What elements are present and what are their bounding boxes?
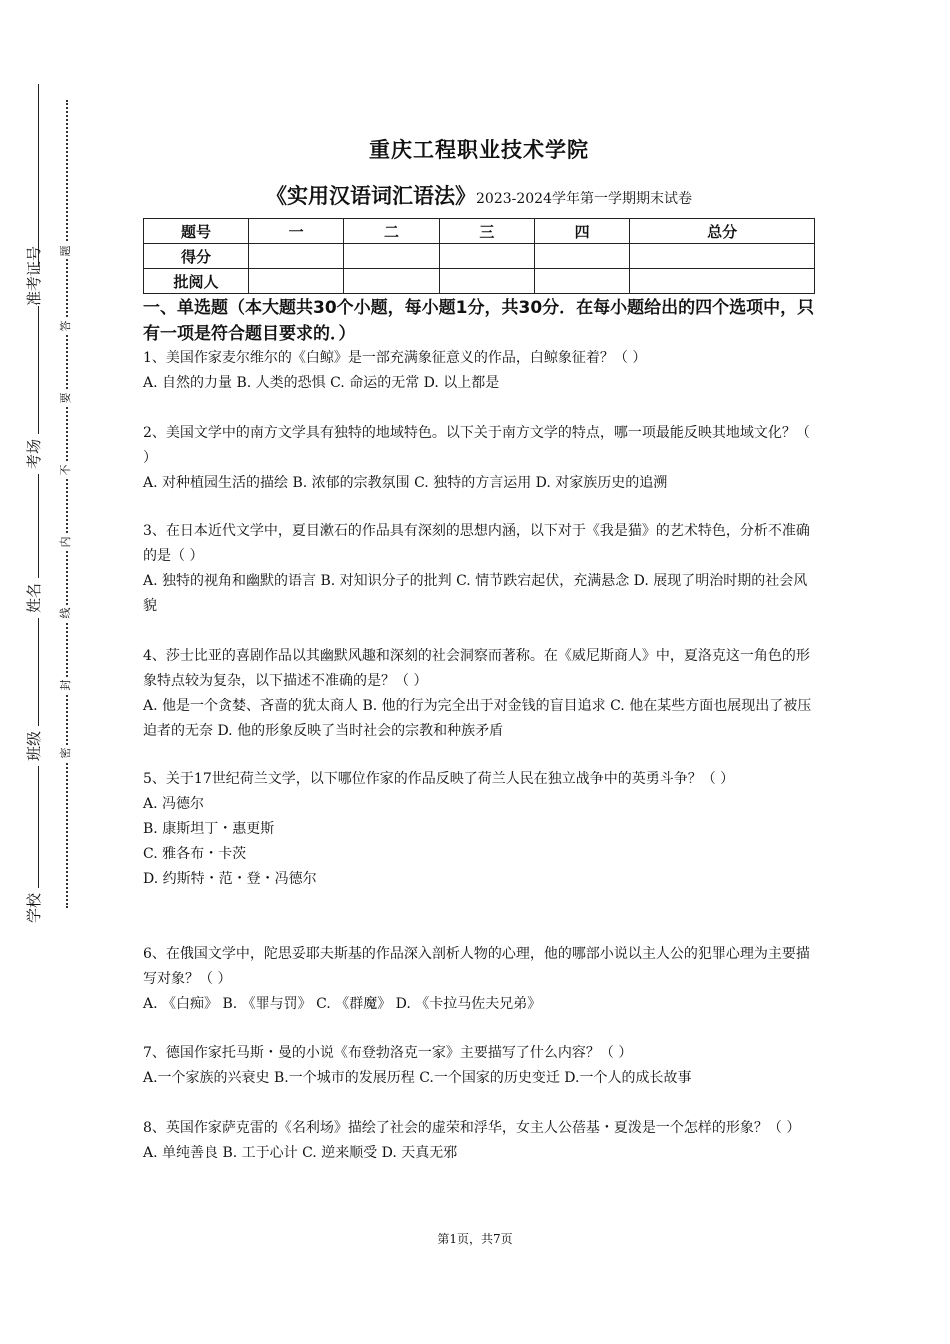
school-title: 重庆工程职业技术学院 bbox=[369, 138, 589, 162]
question-7 bbox=[143, 1041, 815, 1091]
exam-term: 2023-2024学年第一学期期末试卷 bbox=[476, 191, 692, 207]
question-options: A. 他是一个贪婪、吝啬的犹太商人 B. 他的行为完全出于对金钱的盲目追求 C. 他在某些方面也展现出了被压迫者的无奈 D. 他的形象反映了当时社会的宗教和种族矛盾 bbox=[143, 698, 812, 739]
exam-number-label: 准考证号 bbox=[25, 245, 43, 306]
score-header-cell: 总分 bbox=[630, 219, 815, 244]
question-option: B. 康斯坦丁・惠更斯 bbox=[143, 821, 275, 837]
seal-char: 题 bbox=[58, 243, 74, 259]
class-label: 班级 bbox=[24, 726, 44, 766]
section-title: 一、单选题（本大题共30个小题，每小题1分，共30分．在每小题给出的四个选项中，只有一项是符合题目要求的．） bbox=[143, 298, 815, 344]
seal-char: 线 bbox=[58, 605, 74, 621]
seal-char: 答 bbox=[58, 318, 74, 334]
score-header-cell: 四 bbox=[534, 219, 629, 244]
exam-title bbox=[143, 180, 815, 210]
question-stem: 3、在日本近代文学中，夏目漱石的作品具有深刻的思想内涵，以下对于《我是猫》的艺术特色，分析不准确的是（ ） bbox=[143, 523, 810, 564]
question-1 bbox=[143, 346, 815, 396]
question-8 bbox=[143, 1116, 815, 1166]
grader-cell bbox=[439, 269, 534, 294]
grader-cell bbox=[534, 269, 629, 294]
score-header-cell: 一 bbox=[249, 219, 344, 244]
score-cell bbox=[439, 244, 534, 269]
question-5 bbox=[143, 767, 815, 892]
seal-char: 封 bbox=[58, 677, 74, 693]
page-footer: 第1页，共7页 bbox=[437, 1232, 513, 1246]
score-table bbox=[143, 218, 815, 294]
course-name: 《实用汉语词汇语法》 bbox=[266, 184, 476, 208]
score-row-label: 得分 bbox=[144, 244, 249, 269]
question-option: D. 约斯特・范・登・冯德尔 bbox=[143, 871, 317, 887]
grader-row bbox=[144, 269, 815, 294]
name-label: 姓名 bbox=[24, 578, 44, 618]
question-stem: 8、英国作家萨克雷的《名利场》描绘了社会的虚荣和浮华，女主人公蓓基・夏泼是一个怎样的形象？（ ） bbox=[143, 1120, 801, 1136]
question-stem: 5、关于17世纪荷兰文学，以下哪位作家的作品反映了荷兰人民在独立战争中的英勇斗争？（ ） bbox=[143, 771, 735, 787]
question-options: A. 对种植园生活的描绘 B. 浓郁的宗教氛围 C. 独特的方言运用 D. 对家族历史的追溯 bbox=[143, 475, 668, 491]
question-option: A. 冯德尔 bbox=[143, 796, 205, 812]
question-stem: 2、美国文学中的南方文学具有独特的地域特色。以下关于南方文学的特点，哪一项最能反映其地域文化？（ ） bbox=[143, 425, 810, 466]
question-6 bbox=[143, 942, 815, 1017]
score-cell bbox=[630, 244, 815, 269]
question-4 bbox=[143, 644, 815, 744]
score-header-cell: 题号 bbox=[144, 219, 249, 244]
question-stem: 6、在俄国文学中，陀思妥耶夫斯基的作品深入剖析人物的心理，他的哪部小说以主人公的犯罪心理为主要描写对象？（ ） bbox=[143, 946, 810, 987]
question-options: A. 单纯善良 B. 工于心计 C. 逆来顺受 D. 天真无邪 bbox=[143, 1145, 458, 1161]
score-cell bbox=[534, 244, 629, 269]
binding-sidebar bbox=[0, 0, 120, 1344]
question-3 bbox=[143, 519, 815, 619]
score-cell bbox=[344, 244, 439, 269]
question-options: A.一个家族的兴衰史 B.一个城市的发展历程 C.一个国家的历史变迁 D.一个人的成长故事 bbox=[143, 1070, 692, 1086]
question-options: A. 独特的视角和幽默的语言 B. 对知识分子的批判 C. 情节跌宕起伏，充满悬念 D. 展现了明治时期的社会风貌 bbox=[143, 573, 808, 614]
question-stem: 1、美国作家麦尔维尔的《白鲸》是一部充满象征意义的作品，白鲸象征着？（ ） bbox=[143, 350, 647, 366]
question-2 bbox=[143, 421, 815, 496]
seal-char: 不 bbox=[58, 462, 74, 478]
seal-dotted-line bbox=[66, 100, 68, 908]
question-stem: 7、德国作家托马斯・曼的小说《布登勃洛克一家》主要描写了什么内容？（ ） bbox=[143, 1045, 633, 1061]
question-options: A. 《白痴》 B. 《罪与罚》 C. 《群魔》 D. 《卡拉马佐夫兄弟》 bbox=[143, 996, 542, 1012]
score-row bbox=[144, 244, 815, 269]
exam-room-label: 考场 bbox=[24, 434, 44, 474]
grader-cell bbox=[249, 269, 344, 294]
grader-cell bbox=[630, 269, 815, 294]
question-stem: 4、莎士比亚的喜剧作品以其幽默风趣和深刻的社会洞察而著称。在《威尼斯商人》中，夏洛克这一角色的形象特点较为复杂，以下描述不准确的是？（ ） bbox=[143, 648, 810, 689]
school-label: 学校 bbox=[24, 888, 44, 928]
question-options: A. 自然的力量 B. 人类的恐惧 C. 命运的无常 D. 以上都是 bbox=[143, 375, 500, 391]
score-cell bbox=[249, 244, 344, 269]
binding-line bbox=[38, 84, 39, 920]
grader-cell bbox=[344, 269, 439, 294]
seal-char: 内 bbox=[58, 534, 74, 550]
score-table-header-row bbox=[144, 219, 815, 244]
seal-char: 密 bbox=[58, 745, 74, 761]
score-header-cell: 三 bbox=[439, 219, 534, 244]
score-header-cell: 二 bbox=[344, 219, 439, 244]
grader-row-label: 批阅人 bbox=[144, 269, 249, 294]
question-option: C. 雅各布・卡茨 bbox=[143, 846, 247, 862]
seal-char: 要 bbox=[58, 390, 74, 406]
